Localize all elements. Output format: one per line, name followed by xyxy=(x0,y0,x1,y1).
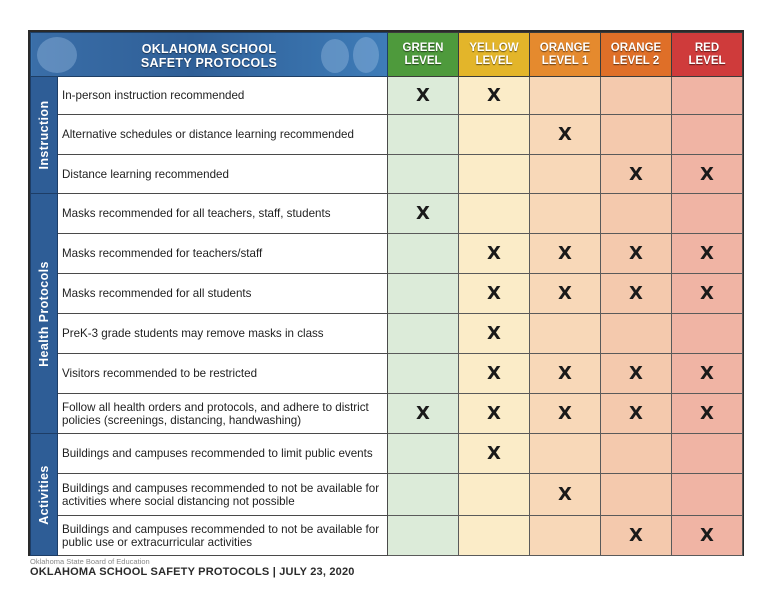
title-line-2: SAFETY PROTOCOLS xyxy=(140,56,278,70)
level-mark-cell xyxy=(672,516,743,556)
level-empty-cell xyxy=(388,354,459,394)
protocol-description: Buildings and campuses recommended to limit public events xyxy=(58,434,388,474)
level-mark-cell xyxy=(601,394,672,434)
level-empty-cell xyxy=(388,155,459,194)
level-empty-cell xyxy=(388,314,459,354)
level-empty-cell xyxy=(459,474,530,516)
x-mark-icon: X xyxy=(558,243,572,264)
protocol-description: Buildings and campuses recommended to not be available for activities where social distancing not possible xyxy=(58,474,388,516)
level-empty-cell xyxy=(601,77,672,115)
protocol-row xyxy=(31,354,743,394)
x-mark-icon: X xyxy=(558,283,572,304)
level-empty-cell xyxy=(388,234,459,274)
level-empty-cell xyxy=(672,115,743,155)
level-empty-cell xyxy=(601,434,672,474)
x-mark-icon: X xyxy=(487,363,501,384)
level-mark-cell xyxy=(459,234,530,274)
level-mark-cell xyxy=(530,234,601,274)
protocol-description: Masks recommended for all teachers, staff, students xyxy=(58,194,388,234)
level-mark-cell xyxy=(388,77,459,115)
level-mark-cell xyxy=(459,274,530,314)
x-mark-icon: X xyxy=(700,163,714,185)
level-mark-cell xyxy=(459,434,530,474)
level-empty-cell xyxy=(459,516,530,556)
level-empty-cell xyxy=(530,194,601,234)
level-mark-cell xyxy=(672,394,743,434)
level-mark-cell xyxy=(459,77,530,115)
x-mark-icon: X xyxy=(558,124,572,145)
level-empty-cell xyxy=(672,194,743,234)
level-empty-cell xyxy=(388,115,459,155)
protocol-row xyxy=(31,434,743,474)
level-empty-cell xyxy=(601,115,672,155)
protocol-description: PreK-3 grade students may remove masks in class xyxy=(58,314,388,354)
protocol-row xyxy=(31,77,743,115)
level-mark-cell xyxy=(530,274,601,314)
x-mark-icon: X xyxy=(558,484,572,505)
x-mark-icon: X xyxy=(700,525,714,546)
section-label-cell xyxy=(31,434,58,556)
level-mark-cell xyxy=(672,234,743,274)
protocol-row xyxy=(31,234,743,274)
level-header-green: GREEN LEVEL xyxy=(388,33,459,77)
x-mark-icon: X xyxy=(700,363,714,384)
level-empty-cell xyxy=(388,474,459,516)
x-mark-icon: X xyxy=(487,283,501,304)
level-mark-cell xyxy=(601,516,672,556)
section-label-cell xyxy=(31,194,58,434)
level-empty-cell xyxy=(530,77,601,115)
x-mark-icon: X xyxy=(629,163,643,185)
title-line-1: OKLAHOMA SCHOOL xyxy=(141,42,277,56)
section-label-cell xyxy=(31,77,58,194)
x-mark-icon: X xyxy=(416,403,430,424)
level-empty-cell xyxy=(672,434,743,474)
protocol-description: Buildings and campuses recommended to not be available for public use or extracurricular activities xyxy=(58,516,388,556)
x-mark-icon: X xyxy=(629,243,643,264)
x-mark-icon: X xyxy=(487,403,501,424)
level-mark-cell xyxy=(601,234,672,274)
level-mark-cell xyxy=(530,354,601,394)
x-mark-icon: X xyxy=(416,203,430,224)
level-mark-cell xyxy=(388,194,459,234)
level-mark-cell xyxy=(601,274,672,314)
protocol-row xyxy=(31,155,743,194)
section-label: Health Protocols xyxy=(37,260,51,367)
level-empty-cell xyxy=(459,115,530,155)
protocol-description: Visitors recommended to be restricted xyxy=(58,354,388,394)
level-empty-cell xyxy=(601,314,672,354)
header-row xyxy=(31,33,743,77)
level-mark-cell xyxy=(601,155,672,194)
level-mark-cell xyxy=(672,274,743,314)
level-mark-cell xyxy=(459,394,530,434)
level-empty-cell xyxy=(388,434,459,474)
level-empty-cell xyxy=(672,314,743,354)
level-mark-cell xyxy=(601,354,672,394)
level-mark-cell xyxy=(530,115,601,155)
level-mark-cell xyxy=(672,155,743,194)
level-mark-cell xyxy=(459,314,530,354)
x-mark-icon: X xyxy=(700,403,714,424)
level-mark-cell xyxy=(672,354,743,394)
protocol-row xyxy=(31,274,743,314)
protocol-description: Masks recommended for all students xyxy=(58,274,388,314)
level-empty-cell xyxy=(601,474,672,516)
level-empty-cell xyxy=(601,194,672,234)
level-empty-cell xyxy=(388,516,459,556)
x-mark-icon: X xyxy=(700,283,714,304)
protocol-row xyxy=(31,194,743,234)
protocol-row xyxy=(31,314,743,354)
protocol-table xyxy=(30,32,743,556)
level-mark-cell xyxy=(459,354,530,394)
section-label: Instruction xyxy=(37,100,51,170)
protocol-row xyxy=(31,394,743,434)
x-mark-icon: X xyxy=(629,525,643,546)
section-label: Activities xyxy=(37,464,51,525)
x-mark-icon: X xyxy=(487,323,501,344)
table-title xyxy=(31,33,388,77)
level-header-red: RED LEVEL xyxy=(672,33,743,77)
x-mark-icon: X xyxy=(487,85,501,106)
x-mark-icon: X xyxy=(487,243,501,264)
level-mark-cell xyxy=(530,474,601,516)
protocol-row xyxy=(31,516,743,556)
x-mark-icon: X xyxy=(487,443,501,464)
level-empty-cell xyxy=(672,77,743,115)
level-empty-cell xyxy=(388,274,459,314)
level-empty-cell xyxy=(459,194,530,234)
protocol-description: Distance learning recommended xyxy=(58,155,388,194)
level-empty-cell xyxy=(530,155,601,194)
protocol-description: Follow all health orders and protocols, and adhere to district policies (screenings, distancing, handwashing) xyxy=(58,394,388,434)
level-mark-cell xyxy=(530,394,601,434)
level-empty-cell xyxy=(530,314,601,354)
level-empty-cell xyxy=(672,474,743,516)
x-mark-icon: X xyxy=(629,363,643,384)
protocol-row xyxy=(31,474,743,516)
x-mark-icon: X xyxy=(700,243,714,264)
x-mark-icon: X xyxy=(629,403,643,424)
protocol-table-frame xyxy=(28,30,744,556)
level-header-orange-1: ORANGE LEVEL 1 xyxy=(530,33,601,77)
protocol-description: Alternative schedules or distance learning recommended xyxy=(58,115,388,155)
protocol-description: In-person instruction recommended xyxy=(58,77,388,115)
level-empty-cell xyxy=(530,516,601,556)
level-empty-cell xyxy=(459,155,530,194)
x-mark-icon: X xyxy=(629,283,643,304)
level-header-yellow: YELLOW LEVEL xyxy=(459,33,530,77)
x-mark-icon: X xyxy=(558,403,572,424)
level-header-orange-2: ORANGE LEVEL 2 xyxy=(601,33,672,77)
protocol-description: Masks recommended for teachers/staff xyxy=(58,234,388,274)
footer-source: Oklahoma State Board of Education xyxy=(30,557,150,566)
level-empty-cell xyxy=(530,434,601,474)
level-mark-cell xyxy=(388,394,459,434)
protocol-row xyxy=(31,115,743,155)
x-mark-icon: X xyxy=(416,85,430,106)
footer-title: OKLAHOMA SCHOOL SAFETY PROTOCOLS | JULY 23, 2020 xyxy=(30,566,355,578)
x-mark-icon: X xyxy=(558,363,572,384)
